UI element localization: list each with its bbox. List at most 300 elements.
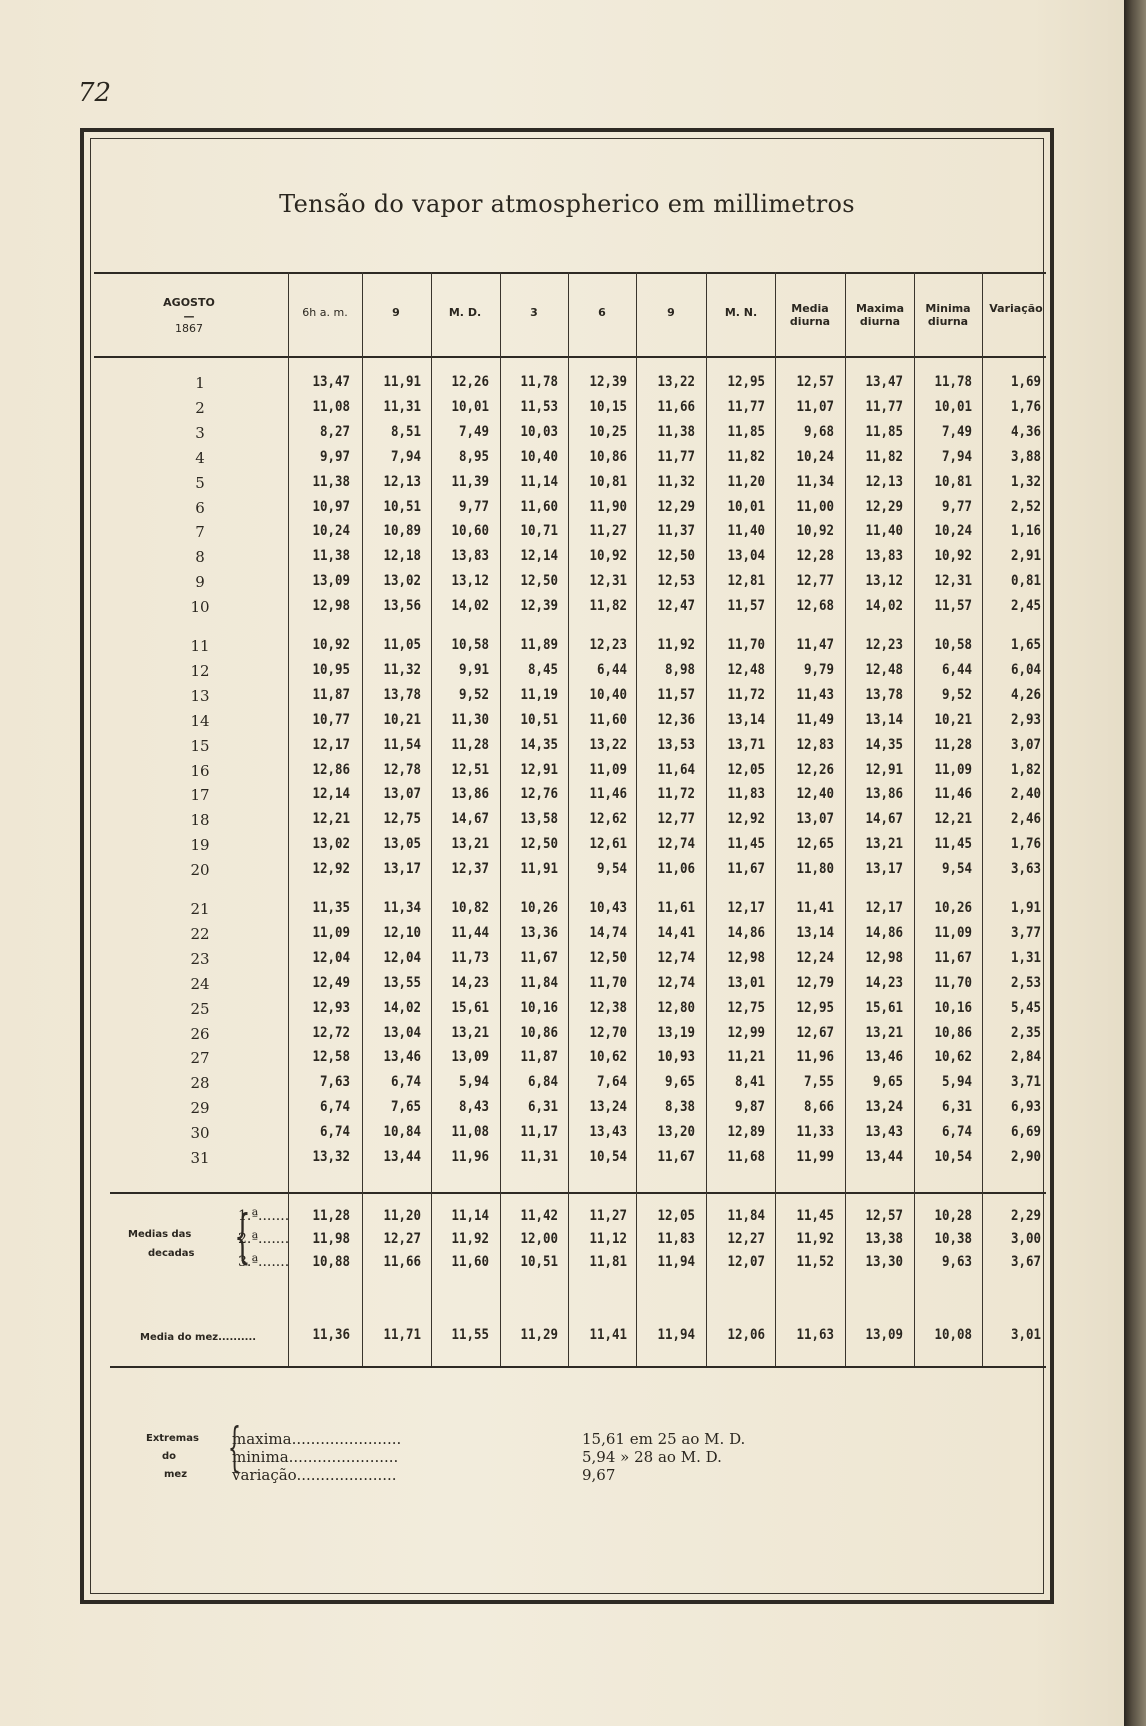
- data-cell: 11,78: [934, 374, 972, 390]
- data-cell: 12,81: [727, 573, 765, 590]
- data-cell: 7,64: [596, 1074, 627, 1091]
- data-cell: 12,77: [657, 811, 695, 828]
- data-cell: 10,95: [312, 661, 350, 678]
- data-cell: 13,71: [727, 736, 765, 753]
- data-cell: 11,80: [796, 861, 834, 878]
- decade-ordinal: 1.ª.......: [238, 1208, 290, 1224]
- data-cell: 11,34: [796, 473, 834, 490]
- data-cell: 12,26: [796, 761, 834, 778]
- data-cell: 7,94: [941, 448, 972, 465]
- data-cell: 12,98: [312, 598, 350, 615]
- data-cell: 10,92: [934, 548, 972, 565]
- day-number: 13: [190, 686, 210, 705]
- decades-label: decadas: [148, 1248, 195, 1259]
- data-cell: 13,43: [865, 1124, 903, 1141]
- data-cell: 4,26: [1010, 686, 1041, 703]
- data-cell: 12,24: [796, 949, 834, 966]
- day-number: 12: [190, 661, 210, 680]
- data-cell: 13,01: [727, 974, 765, 991]
- decade-cell: 11,92: [796, 1231, 834, 1247]
- rule-body-bottom: [110, 1192, 1046, 1194]
- data-cell: 12,78: [383, 761, 421, 778]
- data-cell: 12,10: [383, 924, 421, 941]
- data-cell: 11,66: [657, 398, 695, 415]
- data-cell: 11,96: [796, 1049, 834, 1066]
- data-cell: 10,71: [520, 523, 558, 540]
- decade-cell: 11,98: [312, 1231, 350, 1247]
- data-cell: 11,21: [727, 1049, 765, 1066]
- data-cell: 12,17: [865, 900, 903, 916]
- data-cell: 11,61: [657, 900, 695, 916]
- day-number: 14: [190, 711, 210, 730]
- data-cell: 10,26: [520, 900, 558, 916]
- data-cell: 12,91: [865, 761, 903, 778]
- data-cell: 9,91: [458, 661, 489, 678]
- data-cell: 10,62: [934, 1049, 972, 1066]
- data-cell: 13,21: [865, 1024, 903, 1041]
- decade-cell: 12,27: [383, 1231, 421, 1247]
- data-cell: 11,17: [520, 1124, 558, 1141]
- day-number: 9: [195, 573, 205, 592]
- data-cell: 9,65: [872, 1074, 903, 1091]
- day-number: 3: [195, 423, 205, 442]
- day-number: 30: [190, 1124, 210, 1143]
- data-cell: 13,58: [520, 811, 558, 828]
- data-cell: 11,30: [451, 711, 489, 728]
- data-cell: 12,65: [796, 836, 834, 853]
- data-cell: 10,01: [727, 498, 765, 515]
- data-cell: 12,48: [865, 661, 903, 678]
- data-cell: 11,31: [383, 398, 421, 415]
- data-cell: 10,86: [934, 1024, 972, 1041]
- data-cell: 14,86: [865, 924, 903, 941]
- data-cell: 11,28: [451, 736, 489, 753]
- data-cell: 11,90: [589, 498, 627, 515]
- data-cell: 1,76: [1010, 398, 1041, 415]
- data-cell: 10,15: [589, 398, 627, 415]
- data-cell: 8,41: [734, 1074, 765, 1091]
- data-cell: 10,16: [934, 999, 972, 1016]
- data-cell: 13,21: [865, 836, 903, 853]
- data-cell: 13,44: [865, 1149, 903, 1165]
- data-cell: 11,46: [934, 786, 972, 803]
- decade-cell: 11,92: [451, 1231, 489, 1247]
- data-cell: 11,43: [796, 686, 834, 703]
- data-cell: 2,93: [1010, 711, 1041, 728]
- data-cell: 11,67: [657, 1149, 695, 1165]
- decades-label: Medias das: [128, 1229, 192, 1240]
- data-cell: 11,19: [520, 686, 558, 703]
- data-cell: 12,77: [796, 573, 834, 590]
- data-cell: 13,24: [865, 1099, 903, 1116]
- data-cell: 13,86: [451, 786, 489, 803]
- data-cell: 11,87: [520, 1049, 558, 1066]
- data-cell: 12,91: [520, 761, 558, 778]
- day-number: 28: [190, 1074, 210, 1093]
- data-cell: 10,03: [520, 423, 558, 440]
- data-cell: 13,05: [383, 836, 421, 853]
- data-cell: 12,04: [383, 949, 421, 966]
- book-spine: [1124, 0, 1146, 1726]
- data-cell: 12,80: [657, 999, 695, 1016]
- data-cell: 11,40: [727, 523, 765, 540]
- data-cell: 11,78: [520, 374, 558, 390]
- month-mean-cell: 11,71: [383, 1327, 421, 1343]
- data-cell: 12,72: [312, 1024, 350, 1041]
- data-cell: 8,38: [664, 1099, 695, 1116]
- day-number: 7: [195, 523, 205, 542]
- data-cell: 11,67: [934, 949, 972, 966]
- data-cell: 14,41: [657, 924, 695, 941]
- day-number: 17: [190, 786, 210, 805]
- data-cell: 9,79: [803, 661, 834, 678]
- data-cell: 14,02: [865, 598, 903, 615]
- data-cell: 10,58: [451, 637, 489, 653]
- data-cell: 13,17: [383, 861, 421, 878]
- decade-cell: 10,51: [520, 1254, 558, 1270]
- data-cell: 10,26: [934, 900, 972, 916]
- data-cell: 11,38: [312, 548, 350, 565]
- day-number: 25: [190, 999, 210, 1018]
- decade-cell: 3,00: [1010, 1231, 1041, 1247]
- data-cell: 12,70: [589, 1024, 627, 1041]
- data-cell: 10,86: [520, 1024, 558, 1041]
- data-cell: 12,58: [312, 1049, 350, 1066]
- data-cell: 11,14: [520, 473, 558, 490]
- data-cell: 2,52: [1010, 498, 1041, 515]
- data-cell: 10,43: [589, 900, 627, 916]
- data-cell: 11,57: [727, 598, 765, 615]
- data-cell: 1,82: [1010, 761, 1041, 778]
- data-cell: 12,95: [727, 374, 765, 390]
- data-cell: 13,83: [451, 548, 489, 565]
- data-cell: 1,91: [1010, 900, 1041, 916]
- decade-cell: 12,05: [657, 1208, 695, 1224]
- rule-summary-bottom: [110, 1366, 1046, 1368]
- data-cell: 12,31: [589, 573, 627, 590]
- data-cell: 12,74: [657, 974, 695, 991]
- data-cell: 2,90: [1010, 1149, 1041, 1165]
- data-cell: 11,57: [657, 686, 695, 703]
- data-cell: 13,09: [312, 573, 350, 590]
- data-cell: 13,56: [383, 598, 421, 615]
- data-cell: 12,37: [451, 861, 489, 878]
- data-cell: 11,82: [727, 448, 765, 465]
- data-cell: 12,49: [312, 974, 350, 991]
- data-cell: 11,70: [934, 974, 972, 991]
- data-cell: 12,39: [520, 598, 558, 615]
- data-cell: 13,09: [451, 1049, 489, 1066]
- data-cell: 11,06: [657, 861, 695, 878]
- day-number: 1: [195, 374, 205, 392]
- header-column: M. N.: [724, 306, 758, 319]
- data-cell: 11,28: [934, 736, 972, 753]
- data-cell: 13,17: [865, 861, 903, 878]
- decade-cell: 13,38: [865, 1231, 903, 1247]
- data-cell: 5,94: [458, 1074, 489, 1091]
- data-cell: 10,92: [312, 637, 350, 653]
- data-cell: 13,32: [312, 1149, 350, 1165]
- data-cell: 13,44: [383, 1149, 421, 1165]
- data-cell: 11,32: [383, 661, 421, 678]
- data-cell: 3,88: [1010, 448, 1041, 465]
- day-number: 15: [190, 736, 210, 755]
- data-cell: 12,18: [383, 548, 421, 565]
- data-cell: 7,49: [458, 423, 489, 440]
- data-cell: 3,71: [1010, 1074, 1041, 1091]
- data-cell: 6,74: [941, 1124, 972, 1141]
- data-cell: 12,61: [589, 836, 627, 853]
- data-cell: 7,49: [941, 423, 972, 440]
- day-number: 8: [195, 548, 205, 567]
- data-cell: 12,40: [796, 786, 834, 803]
- data-cell: 11,82: [865, 448, 903, 465]
- data-cell: 4,36: [1010, 423, 1041, 440]
- data-cell: 11,39: [451, 473, 489, 490]
- decade-cell: 2,29: [1010, 1208, 1041, 1224]
- decade-cell: 11,14: [451, 1208, 489, 1224]
- data-cell: 8,95: [458, 448, 489, 465]
- extreme-value: 5,94 » 28 ao M. D.: [582, 1448, 722, 1466]
- data-cell: 11,72: [657, 786, 695, 803]
- data-cell: 12,39: [589, 374, 627, 390]
- day-number: 24: [190, 974, 210, 993]
- decade-cell: 11,94: [657, 1254, 695, 1270]
- data-cell: 10,92: [589, 548, 627, 565]
- data-cell: 12,04: [312, 949, 350, 966]
- extreme-label: variação.....................: [232, 1466, 397, 1484]
- data-cell: 11,77: [727, 398, 765, 415]
- day-number: 22: [190, 924, 210, 943]
- data-cell: 13,02: [312, 836, 350, 853]
- header-column: Media diurna: [789, 302, 831, 328]
- data-cell: 12,47: [657, 598, 695, 615]
- decade-cell: 9,63: [941, 1254, 972, 1270]
- data-cell: 11,60: [589, 711, 627, 728]
- data-cell: 11,45: [934, 836, 972, 853]
- data-cell: 13,02: [383, 573, 421, 590]
- data-cell: 11,37: [657, 523, 695, 540]
- data-cell: 11,45: [727, 836, 765, 853]
- data-cell: 12,57: [796, 374, 834, 390]
- data-cell: 13,55: [383, 974, 421, 991]
- data-cell: 1,32: [1010, 473, 1041, 490]
- data-cell: 9,54: [941, 861, 972, 878]
- data-cell: 6,74: [319, 1099, 350, 1116]
- data-cell: 14,23: [451, 974, 489, 991]
- data-cell: 12,79: [796, 974, 834, 991]
- data-cell: 12,05: [727, 761, 765, 778]
- data-cell: 1,69: [1010, 374, 1041, 390]
- data-cell: 3,07: [1010, 736, 1041, 753]
- decade-cell: 11,52: [796, 1254, 834, 1270]
- data-cell: 12,13: [865, 473, 903, 490]
- data-cell: 13,47: [312, 374, 350, 390]
- data-cell: 11,87: [312, 686, 350, 703]
- data-cell: 13,14: [865, 711, 903, 728]
- data-cell: 8,98: [664, 661, 695, 678]
- day-number: 10: [190, 598, 210, 617]
- data-cell: 9,77: [941, 498, 972, 515]
- data-cell: 12,21: [312, 811, 350, 828]
- data-cell: 11,92: [657, 637, 695, 653]
- data-cell: 11,70: [589, 974, 627, 991]
- data-cell: 12,23: [865, 637, 903, 653]
- month-mean-cell: 10,08: [934, 1327, 972, 1343]
- data-cell: 11,67: [727, 861, 765, 878]
- data-cell: 11,44: [451, 924, 489, 941]
- data-cell: 11,09: [312, 924, 350, 941]
- decade-cell: 11,83: [657, 1231, 695, 1247]
- data-cell: 13,24: [589, 1099, 627, 1116]
- data-cell: 10,62: [589, 1049, 627, 1066]
- data-cell: 14,74: [589, 924, 627, 941]
- decade-cell: 11,66: [383, 1254, 421, 1270]
- data-cell: 7,94: [390, 448, 421, 465]
- data-cell: 8,27: [319, 423, 350, 440]
- data-cell: 10,24: [934, 523, 972, 540]
- data-cell: 12,29: [865, 498, 903, 515]
- decade-cell: 12,07: [727, 1254, 765, 1270]
- extremes-label: do: [162, 1451, 177, 1462]
- header-column: 9: [392, 306, 400, 319]
- data-cell: 12,50: [520, 573, 558, 590]
- data-cell: 12,36: [657, 711, 695, 728]
- data-cell: 11,40: [865, 523, 903, 540]
- data-cell: 9,65: [664, 1074, 695, 1091]
- data-cell: 12,74: [657, 949, 695, 966]
- data-cell: 9,68: [803, 423, 834, 440]
- data-cell: 8,51: [390, 423, 421, 440]
- data-cell: 14,02: [451, 598, 489, 615]
- data-cell: 11,83: [727, 786, 765, 803]
- data-cell: 10,81: [589, 473, 627, 490]
- data-cell: 11,85: [727, 423, 765, 440]
- data-cell: 11,41: [796, 900, 834, 916]
- data-cell: 11,53: [520, 398, 558, 415]
- data-cell: 9,77: [458, 498, 489, 515]
- data-cell: 10,01: [451, 398, 489, 415]
- data-cell: 6,69: [1010, 1124, 1041, 1141]
- month-mean-label: Media do mez..........: [140, 1332, 257, 1343]
- data-cell: 12,38: [589, 999, 627, 1016]
- data-cell: 12,83: [796, 736, 834, 753]
- data-cell: 10,21: [383, 711, 421, 728]
- data-cell: 10,86: [589, 448, 627, 465]
- data-cell: 8,43: [458, 1099, 489, 1116]
- data-cell: 11,09: [934, 924, 972, 941]
- data-cell: 11,34: [383, 900, 421, 916]
- data-cell: 12,28: [796, 548, 834, 565]
- month-mean-cell: 11,55: [451, 1327, 489, 1343]
- data-cell: 11,99: [796, 1149, 834, 1165]
- data-cell: 11,85: [865, 423, 903, 440]
- decade-cell: 12,00: [520, 1231, 558, 1247]
- data-cell: 11,47: [796, 637, 834, 653]
- data-cell: 12,92: [312, 861, 350, 878]
- month-mean-cell: 11,36: [312, 1327, 350, 1343]
- day-number: 16: [190, 761, 210, 780]
- data-cell: 11,89: [520, 637, 558, 653]
- data-cell: 15,61: [451, 999, 489, 1016]
- data-cell: 6,31: [527, 1099, 558, 1116]
- extremes-label: Extremas: [146, 1433, 199, 1444]
- data-cell: 13,46: [865, 1049, 903, 1066]
- decade-cell: 11,45: [796, 1208, 834, 1224]
- decade-ordinal: 3.ª.......: [238, 1254, 290, 1270]
- data-cell: 13,20: [657, 1124, 695, 1141]
- day-number: 5: [195, 473, 205, 492]
- day-number: 11: [190, 637, 210, 655]
- decade-cell: 12,27: [727, 1231, 765, 1247]
- data-cell: 11,33: [796, 1124, 834, 1141]
- data-cell: 12,14: [312, 786, 350, 803]
- data-cell: 2,53: [1010, 974, 1041, 991]
- data-cell: 7,63: [319, 1074, 350, 1091]
- data-cell: 11,57: [934, 598, 972, 615]
- data-cell: 12,75: [727, 999, 765, 1016]
- data-cell: 2,84: [1010, 1049, 1041, 1066]
- data-cell: 10,01: [934, 398, 972, 415]
- data-cell: 11,49: [796, 711, 834, 728]
- data-cell: 11,82: [589, 598, 627, 615]
- header-column: 6: [598, 306, 606, 319]
- decade-cell: 3,67: [1010, 1254, 1041, 1270]
- data-cell: 11,46: [589, 786, 627, 803]
- data-cell: 11,60: [520, 498, 558, 515]
- data-cell: 13,14: [796, 924, 834, 941]
- data-cell: 12,89: [727, 1124, 765, 1141]
- data-cell: 12,86: [312, 761, 350, 778]
- day-number: 6: [195, 498, 205, 517]
- month-mean-cell: 13,09: [865, 1327, 903, 1343]
- data-cell: 13,47: [865, 374, 903, 390]
- data-cell: 12,67: [796, 1024, 834, 1041]
- extreme-value: 9,67: [582, 1466, 616, 1484]
- data-cell: 0,81: [1010, 573, 1041, 590]
- header-column: 9: [667, 306, 675, 319]
- data-cell: 2,40: [1010, 786, 1041, 803]
- data-cell: 12,50: [657, 548, 695, 565]
- day-number: 2: [195, 398, 205, 417]
- data-cell: 12,26: [451, 374, 489, 390]
- data-cell: 11,91: [520, 861, 558, 878]
- data-cell: 11,08: [312, 398, 350, 415]
- data-cell: 12,21: [934, 811, 972, 828]
- data-cell: 13,04: [727, 548, 765, 565]
- data-cell: 10,82: [451, 900, 489, 916]
- data-cell: 11,09: [589, 761, 627, 778]
- data-cell: 10,54: [589, 1149, 627, 1165]
- day-number: 18: [190, 811, 210, 830]
- header-dash: —: [183, 310, 195, 323]
- data-cell: 13,12: [451, 573, 489, 590]
- day-number: 31: [190, 1149, 210, 1167]
- header-column: Maxima diurna: [855, 302, 905, 328]
- data-cell: 12,68: [796, 598, 834, 615]
- data-cell: 11,64: [657, 761, 695, 778]
- data-cell: 13,36: [520, 924, 558, 941]
- decade-cell: 11,84: [727, 1208, 765, 1224]
- month-mean-cell: 11,29: [520, 1327, 558, 1343]
- rule-header-bottom: [94, 356, 1046, 358]
- data-cell: 11,38: [657, 423, 695, 440]
- data-cell: 14,02: [383, 999, 421, 1016]
- header-column: 3: [530, 306, 538, 319]
- month-mean-cell: 11,63: [796, 1327, 834, 1343]
- data-cell: 6,74: [319, 1124, 350, 1141]
- data-cell: 5,94: [941, 1074, 972, 1091]
